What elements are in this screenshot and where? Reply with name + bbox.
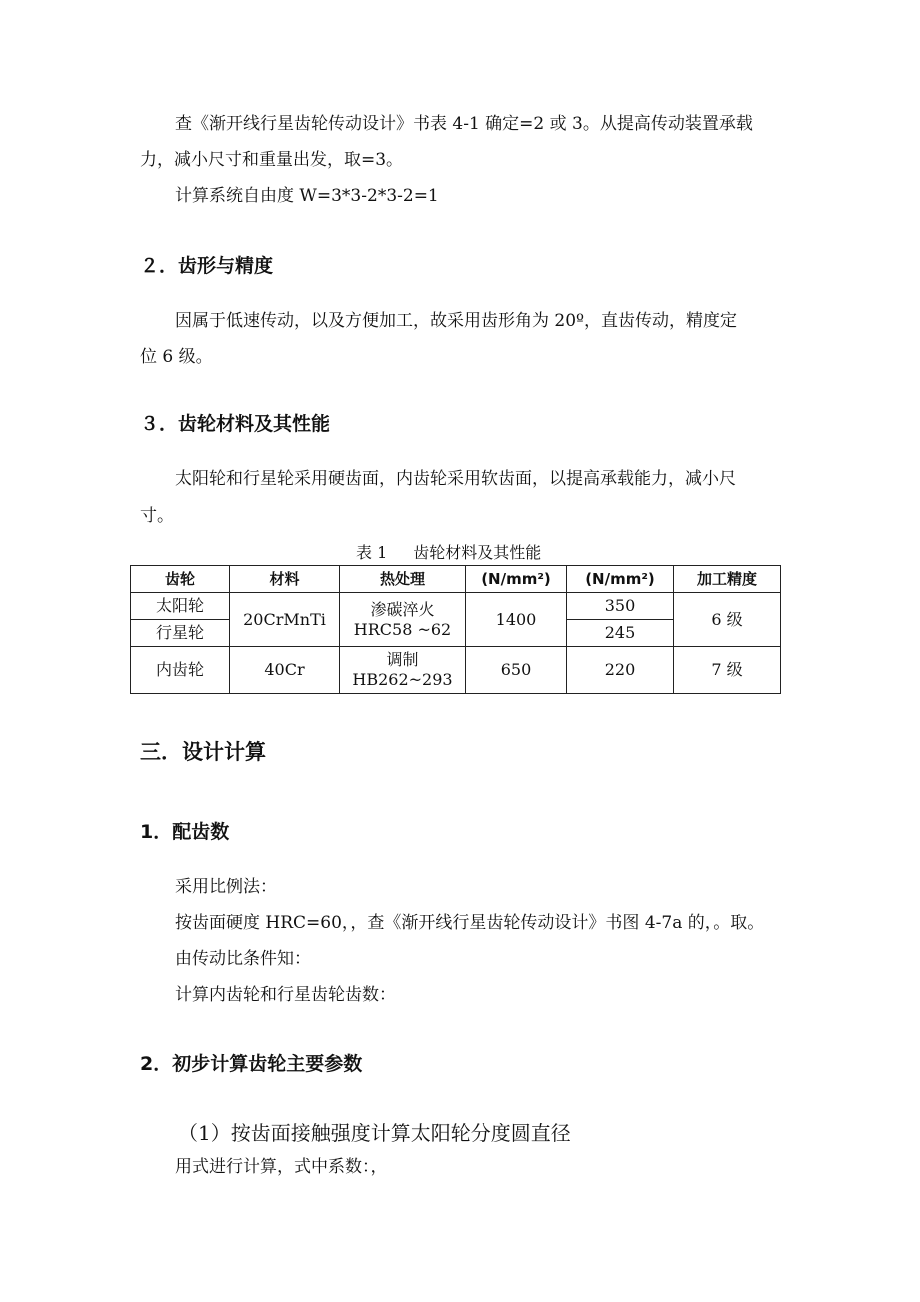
paragraph-line: 计算内齿轮和行星齿轮齿数：: [175, 985, 396, 1005]
table-cell: 350: [567, 593, 674, 620]
table-cell: 6 级: [674, 593, 781, 647]
table-caption-title: 齿轮材料及其性能: [413, 543, 542, 562]
table-caption-label: 表 1: [356, 543, 388, 562]
table-cell: 内齿轮: [131, 647, 230, 694]
table-cell: 1400: [466, 593, 567, 647]
table-header-cell: (N/mm²): [466, 566, 567, 593]
section-heading: 2．初步计算齿轮主要参数: [140, 1053, 363, 1075]
section-heading: ３．齿轮材料及其性能: [140, 413, 331, 435]
paragraph-line: 由传动比条件知：: [175, 949, 311, 969]
paragraph-line: 查《渐开线行星齿轮传动设计》书表 4-1 确定=2 或 3。从提高传动装置承载: [175, 114, 753, 134]
paragraph-line: 采用比例法：: [175, 877, 277, 897]
table-cell: 245: [567, 620, 674, 647]
table-header-cell: 加工精度: [674, 566, 781, 593]
table-cell: 太阳轮: [131, 593, 230, 620]
paragraph-line: 位 6 级。: [140, 347, 213, 367]
table-cell: 40Cr: [230, 647, 340, 694]
table-header-cell: 材料: [230, 566, 340, 593]
table-cell-line: 渗碳淬火: [370, 599, 435, 619]
table-cell: 650: [466, 647, 567, 694]
subsection-heading: （1）按齿面接触强度计算太阳轮分度圆直径: [178, 1121, 571, 1145]
table-cell: [340, 647, 466, 694]
paragraph-line: 寸。: [140, 506, 174, 526]
paragraph-line: 力，减小尺寸和重量出发，取=3。: [140, 150, 404, 170]
table-header-cell: 齿轮: [131, 566, 230, 593]
table-cell-line: HRC58 ~62: [353, 619, 452, 639]
table-caption: [356, 543, 541, 563]
paragraph-line: 因属于低速传动，以及方便加工，故采用齿形角为 20º，直齿传动，精度定: [175, 311, 738, 331]
section-heading: 1．配齿数: [140, 821, 230, 843]
paragraph-line: 太阳轮和行星轮采用硬齿面，内齿轮采用软齿面，以提高承载能力，减小尺: [175, 469, 736, 489]
table-cell-line: 调制: [386, 650, 419, 669]
section-heading: ２．齿形与精度: [140, 255, 274, 277]
table-cell: [340, 593, 466, 647]
table-row: [131, 647, 781, 694]
table-cell-line: HB262~293: [352, 670, 453, 689]
table-header-cell: (N/mm²): [567, 566, 674, 593]
table-cell: 7 级: [674, 647, 781, 694]
paragraph-line: 用式进行计算，式中系数：，: [175, 1157, 388, 1177]
table-header-row: [131, 566, 781, 593]
table-header-cell: 热处理: [340, 566, 466, 593]
chapter-heading: 三．设计计算: [140, 740, 266, 764]
paragraph-line: 计算系统自由度 W=3*3-2*3-2=1: [175, 186, 439, 206]
paragraph-line: 按齿面硬度 HRC=60，，查《渐开线行星齿轮传动设计》书图 4-7a 的，。取。: [175, 913, 765, 933]
gear-material-table: [130, 565, 781, 694]
table-cell: 220: [567, 647, 674, 694]
table-cell: 行星轮: [131, 620, 230, 647]
table-row: [131, 593, 781, 620]
table-cell: 20CrMnTi: [230, 593, 340, 647]
